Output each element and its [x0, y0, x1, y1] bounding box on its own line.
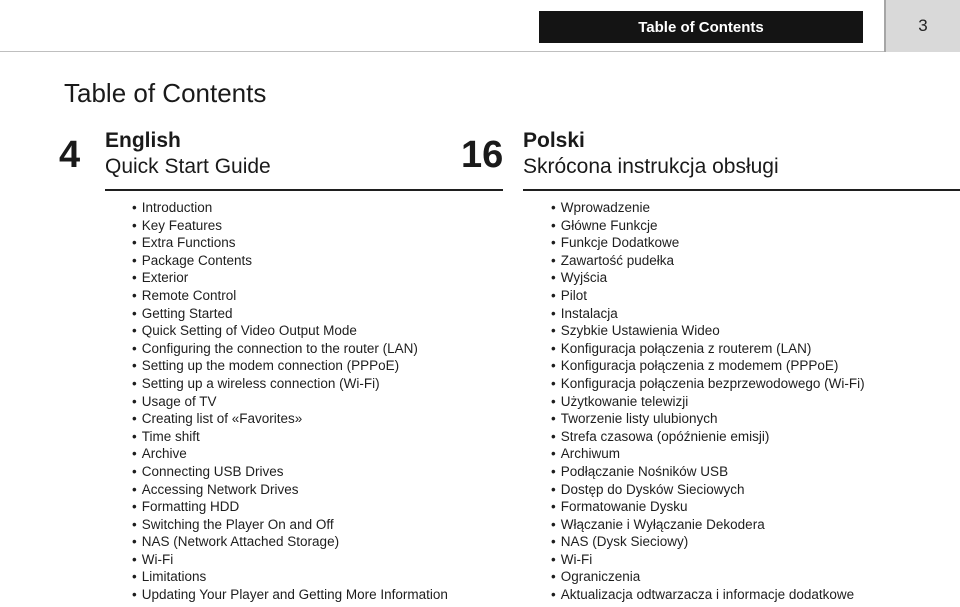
toc-entry[interactable]: • Funkcje Dodatkowe — [551, 234, 865, 252]
toc-list-english — [132, 199, 448, 604]
toc-entry[interactable]: • Konfiguracja połączenia z routerem (LAN) — [551, 340, 865, 358]
toc-entry[interactable]: • Formatting HDD — [132, 498, 448, 516]
toc-entry[interactable]: • Konfiguracja połączenia bezprzewodowego (Wi-Fi) — [551, 375, 865, 393]
toc-entry[interactable]: • Wi-Fi — [132, 551, 448, 569]
toc-entry[interactable]: • NAS (Network Attached Storage) — [132, 533, 448, 551]
section-heading-english — [105, 128, 271, 180]
toc-entry[interactable]: • Connecting USB Drives — [132, 463, 448, 481]
toc-entry[interactable]: • Archiwum — [551, 445, 865, 463]
toc-entry[interactable]: • Remote Control — [132, 287, 448, 305]
toc-entry[interactable]: • Wyjścia — [551, 269, 865, 287]
toc-entry[interactable]: • Limitations — [132, 568, 448, 586]
running-header — [539, 11, 863, 43]
toc-entry[interactable]: • Updating Your Player and Getting More Information — [132, 586, 448, 604]
toc-entry[interactable]: • Setting up a wireless connection (Wi-Fi) — [132, 375, 448, 393]
toc-entry[interactable]: • Wprowadzenie — [551, 199, 865, 217]
toc-entry[interactable]: • Time shift — [132, 428, 448, 446]
running-header-label: Table of Contents — [638, 18, 764, 36]
header-divider — [0, 51, 884, 52]
toc-entry[interactable]: • Użytkowanie telewizji — [551, 393, 865, 411]
section-heading-polish — [523, 128, 779, 180]
toc-entry[interactable]: • Podłączanie Nośników USB — [551, 463, 865, 481]
toc-entry[interactable]: • Wi-Fi — [551, 551, 865, 569]
toc-entry[interactable]: • Accessing Network Drives — [132, 481, 448, 499]
toc-entry[interactable]: • Ograniczenia — [551, 568, 865, 586]
section-subtitle: Quick Start Guide — [105, 155, 271, 178]
toc-entry[interactable]: • Package Contents — [132, 252, 448, 270]
toc-entry[interactable]: • Tworzenie listy ulubionych — [551, 410, 865, 428]
section-language: Polski — [523, 129, 585, 152]
toc-entry[interactable]: • NAS (Dysk Sieciowy) — [551, 533, 865, 551]
toc-entry[interactable]: • Configuring the connection to the router (LAN) — [132, 340, 448, 358]
toc-entry[interactable]: • Archive — [132, 445, 448, 463]
toc-entry[interactable]: • Introduction — [132, 199, 448, 217]
section-language: English — [105, 129, 181, 152]
section-rule-english — [105, 189, 503, 191]
page-number: 3 — [918, 16, 928, 35]
toc-entry[interactable]: • Aktualizacja odtwarzacza i informacje dodatkowe — [551, 586, 865, 604]
toc-entry[interactable]: • Główne Funkcje — [551, 217, 865, 235]
toc-entry[interactable]: • Setting up the modem connection (PPPoE) — [132, 357, 448, 375]
toc-entry[interactable]: • Dostęp do Dysków Sieciowych — [551, 481, 865, 499]
toc-entry[interactable]: • Key Features — [132, 217, 448, 235]
toc-entry[interactable]: • Zawartość pudełka — [551, 252, 865, 270]
toc-entry[interactable]: • Szybkie Ustawienia Wideo — [551, 322, 865, 340]
section-page-number-polish: 16 — [461, 134, 504, 176]
toc-list-polish — [551, 199, 865, 604]
toc-entry[interactable]: • Switching the Player On and Off — [132, 516, 448, 534]
section-subtitle: Skrócona instrukcja obsługi — [523, 155, 779, 178]
toc-entry[interactable]: • Extra Functions — [132, 234, 448, 252]
toc-entry[interactable]: • Instalacja — [551, 305, 865, 323]
toc-entry[interactable]: • Exterior — [132, 269, 448, 287]
section-page-number-english: 4 — [59, 134, 81, 176]
toc-entry[interactable]: • Creating list of «Favorites» — [132, 410, 448, 428]
toc-entry[interactable]: • Formatowanie Dysku — [551, 498, 865, 516]
toc-entry[interactable]: • Włączanie i Wyłączanie Dekodera — [551, 516, 865, 534]
toc-entry[interactable]: • Konfiguracja połączenia z modemem (PPPoE) — [551, 357, 865, 375]
toc-entry[interactable]: • Pilot — [551, 287, 865, 305]
toc-entry[interactable]: • Strefa czasowa (opóźnienie emisji) — [551, 428, 865, 446]
section-rule-polish — [523, 189, 960, 191]
toc-entry[interactable]: • Usage of TV — [132, 393, 448, 411]
toc-entry[interactable]: • Getting Started — [132, 305, 448, 323]
toc-entry[interactable]: • Quick Setting of Video Output Mode — [132, 322, 448, 340]
page-title: Table of Contents — [64, 78, 267, 108]
